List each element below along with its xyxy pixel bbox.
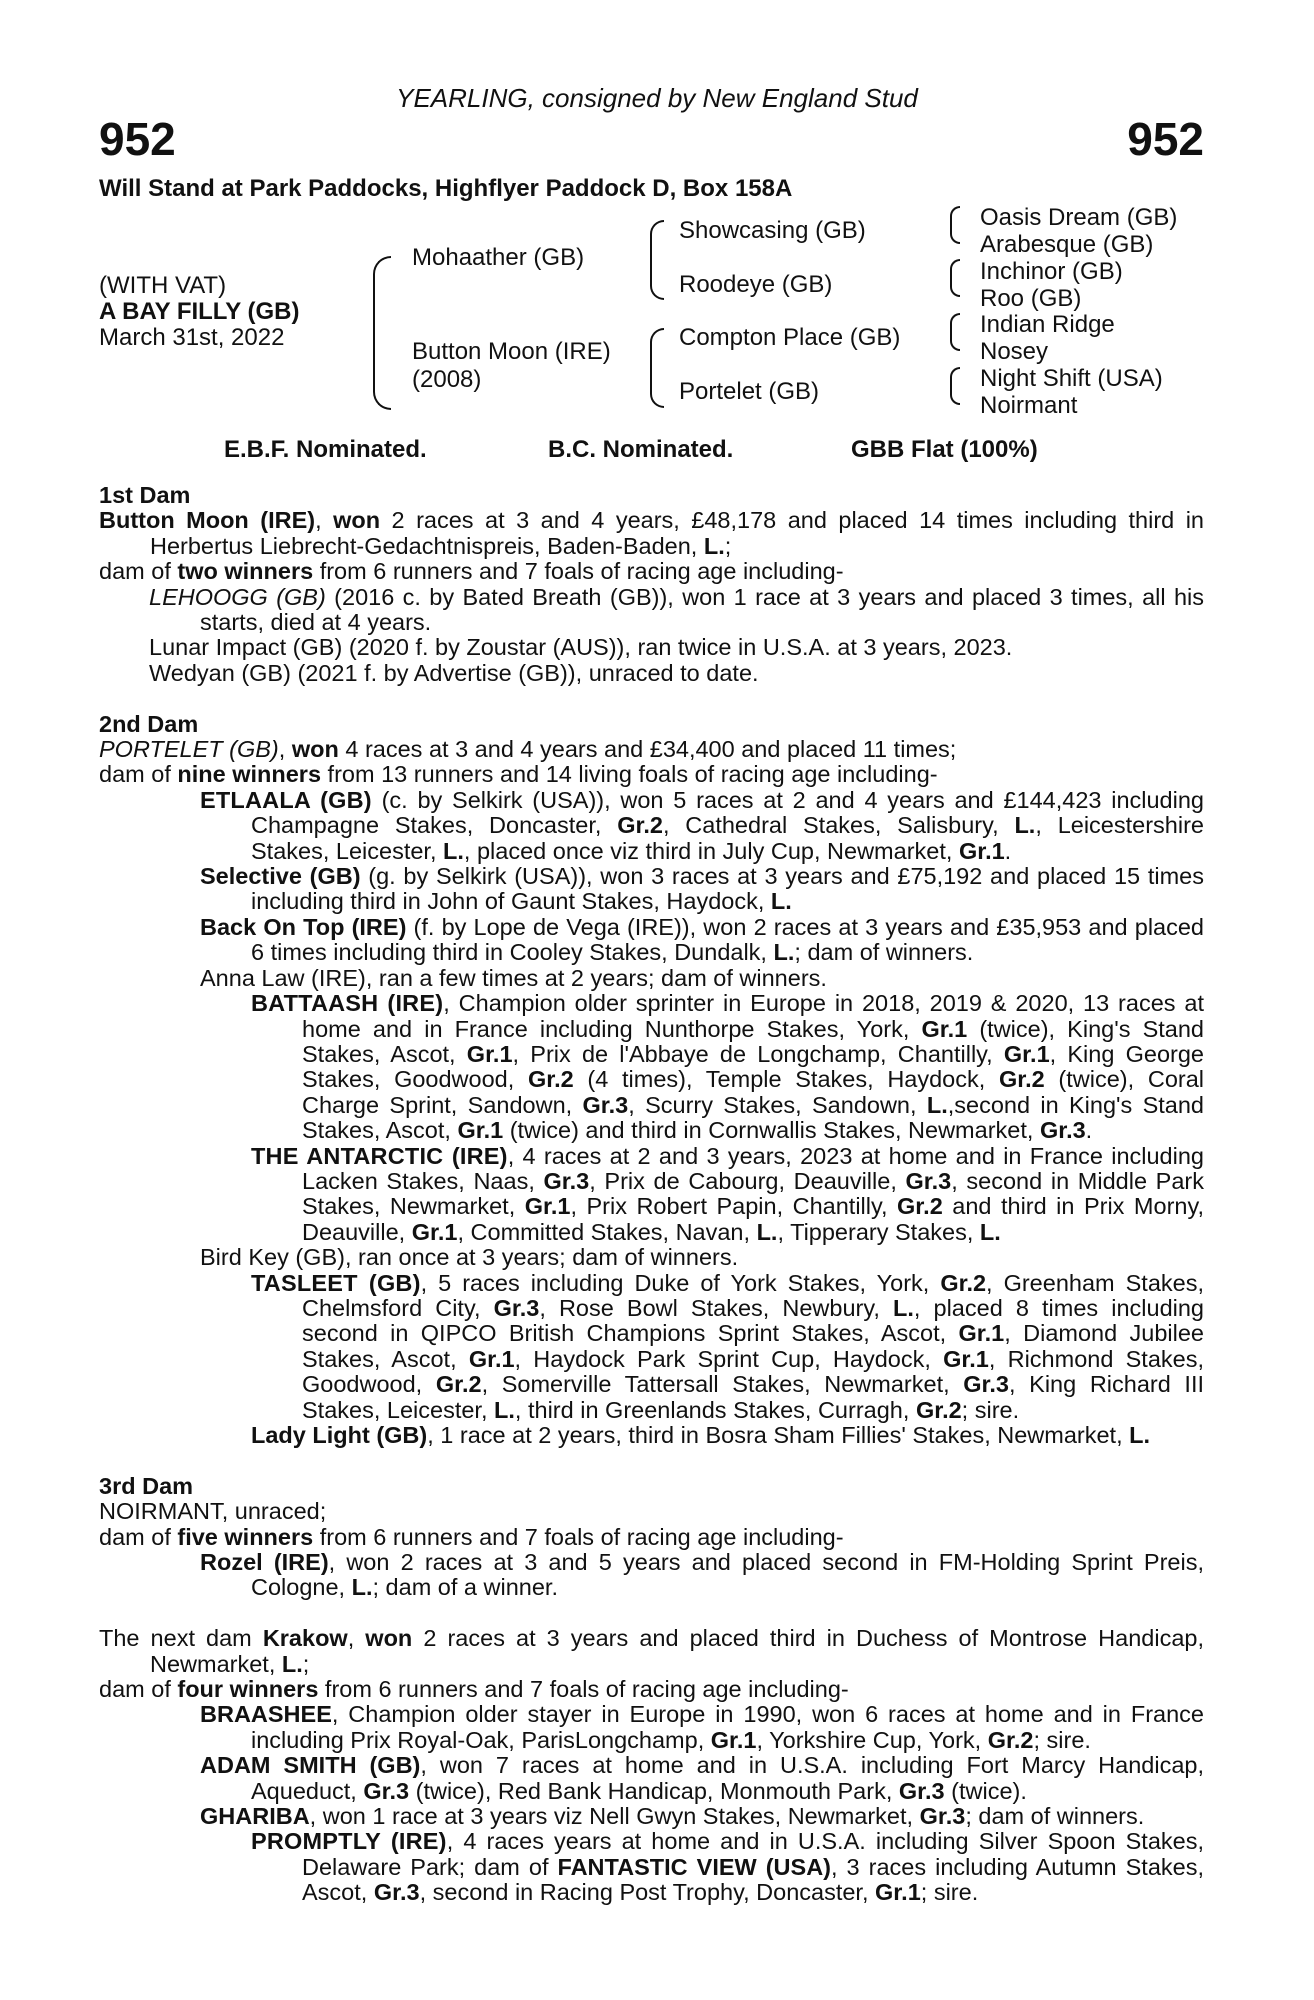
produce-selective: Selective (GB) (g. by Selkirk (USA)), won 3 races at 3 years and £75,192 and placed 15 times including third in John of Gaunt Stakes, Haydock, L.	[200, 863, 1204, 915]
great-granddam-1: Arabesque (GB)	[980, 231, 1154, 258]
produce-anna-law: Anna Law (IRE), ran a few times at 2 years; dam of winners.	[200, 964, 827, 991]
stabling-info: Will Stand at Park Paddocks, Highflyer Paddock D, Box 158A	[99, 175, 793, 202]
first-dam-record: Button Moon (IRE), won 2 races at 3 and 4 years, £48,178 and placed 14 times including third in Herbertus Liebrecht-Gedachtnispreis, Baden-Baden, L.;	[99, 507, 1204, 559]
produce-braashee: BRAASHEE, Champion older stayer in Europe in 1990, won 6 races at home and in France including Prix Royal-Oak, ParisLongchamp, Gr.1, Yorkshire Cup, York, Gr.2; sire.	[200, 1701, 1204, 1753]
great-grandsire-2: Inchinor (GB)	[980, 258, 1123, 285]
brace-gg2	[950, 259, 960, 297]
dam-name: Button Moon (IRE)	[99, 507, 316, 534]
second-dam-heading: 2nd Dam	[99, 710, 199, 737]
third-dam-record: NOIRMANT, unraced;	[99, 1498, 327, 1525]
produce-adam-smith: ADAM SMITH (GB), won 7 races at home and in U.S.A. including Fort Marcy Handicap, Aqueduct, Gr.3 (twice), Red Bank Handicap, Monmouth Park, Gr.3 (twice).	[200, 1752, 1204, 1804]
dam: Button Moon (IRE)	[412, 338, 611, 365]
second-dam-produce: dam of nine winners from 13 runners and 14 living foals of racing age including-	[99, 761, 938, 788]
sire: Mohaather (GB)	[412, 244, 585, 271]
produce-lehoogg: LEHOOGG (GB) (2016 c. by Bated Breath (GB)), won 1 race at 3 years and placed 3 times, all his starts, died at 4 years.	[149, 583, 1204, 636]
third-dam-produce: dam of five winners from 6 runners and 7 foals of racing age including-	[99, 1523, 844, 1550]
gbb-flat: GBB Flat (100%)	[851, 436, 1038, 463]
produce-etlaala: ETLAALA (GB) (c. by Selkirk (USA)), won 5 races at 2 and 4 years and £144,423 including Champagne Stakes, Doncaster, Gr.2, Cathedral Stakes, Salisbury, L., Leicestershire Stakes, Leicester, L., placed once viz third in July Cup, Newmarket, Gr.1.	[200, 786, 1204, 864]
produce-battaash: BATTAASH (IRE), Champion older sprinter in Europe in 2018, 2019 & 2020, 13 races at home and in France including Nunthorpe Stakes, York, Gr.1 (twice), King's Stand Stakes, Ascot, Gr.1, Prix de l'Abbaye de Longchamp, Chantilly, Gr.1, King George Stakes, Goodwood, Gr.2 (4 times), Temple Stakes, Haydock, Gr.2 (twice), Coral Charge Sprint, Sandown, Gr.3, Scurry Stakes, Sandown, L.,second in King's Stand Stakes, Ascot, Gr.1 (twice) and third in Cornwallis Stakes, Newmarket, Gr.3.	[251, 990, 1205, 1144]
third-dam-heading: 3rd Dam	[99, 1472, 194, 1499]
great-grandsire-4: Night Shift (USA)	[980, 365, 1163, 392]
foaling-date: March 31st, 2022	[99, 324, 285, 351]
produce-wedyan: Wedyan (GB) (2021 f. by Advertise (GB)), unraced to date.	[149, 659, 759, 686]
bc-nomination: B.C. Nominated.	[548, 436, 734, 463]
lot-number-right: 952	[1127, 113, 1204, 165]
second-dam-record: PORTELET (GB), won 4 races at 3 and 4 years and £34,400 and placed 11 times;	[99, 736, 957, 763]
great-granddam-3: Nosey	[980, 338, 1049, 365]
dam-year: (2008)	[412, 366, 482, 393]
brace-gg1	[950, 206, 960, 244]
great-grandsire-1: Oasis Dream (GB)	[980, 204, 1178, 231]
first-dam-heading: 1st Dam	[99, 482, 191, 508]
produce-lady-light: Lady Light (GB), 1 race at 2 years, third in Bosra Sham Fillies' Stakes, Newmarket, L.	[251, 1422, 1151, 1449]
great-grandsire-3: Indian Ridge	[980, 311, 1115, 338]
produce-tasleet: TASLEET (GB), 5 races including Duke of York Stakes, York, Gr.2, Greenham Stakes, Chelmsford City, Gr.3, Rose Bowl Stakes, Newbury, L., placed 8 times including second in QIPCO British Champions Sprint Stakes, Ascot, Gr.1, Diamond Jubilee Stakes, Ascot, Gr.1, Haydock Park Sprint Cup, Haydock, Gr.1, Richmond Stakes, Goodwood, Gr.2, Somerville Tattersall Stakes, Newmarket, Gr.3, King Richard III Stakes, Leicester, L., third in Greenlands Stakes, Curragh, Gr.2; sire.	[251, 1269, 1205, 1423]
produce-rozel: Rozel (IRE), won 2 races at 3 and 5 years and placed second in FM-Holding Sprint Preis, Cologne, L.; dam of a winner.	[200, 1549, 1204, 1601]
great-granddam-4: Noirmant	[980, 392, 1078, 419]
sire-sire: Showcasing (GB)	[679, 217, 866, 244]
produce-promptly: PROMPTLY (IRE), 4 races years at home and in U.S.A. including Silver Spoon Stakes, Delaware Park; dam of FANTASTIC VIEW (USA), 3 races including Autumn Stakes, Ascot, Gr.3, second in Racing Post Trophy, Doncaster, Gr.1; sire.	[251, 1828, 1204, 1906]
produce-back-on-top: Back On Top (IRE) (f. by Lope de Vega (IRE)), won 2 races at 3 years and £35,953 and placed 6 times including third in Cooley Stakes, Dundalk, L.; dam of winners.	[200, 913, 1205, 966]
brace-gg3	[950, 313, 960, 351]
vat-label: (WITH VAT)	[99, 272, 227, 299]
brace-gg4	[950, 367, 960, 405]
great-granddam-2: Roo (GB)	[980, 285, 1082, 312]
dam-sire: Compton Place (GB)	[679, 324, 901, 351]
next-dam-produce: dam of four winners from 6 runners and 7 foals of racing age including-	[99, 1676, 849, 1703]
produce-ghariba: GHARIBA, won 1 race at 3 years viz Nell Gwyn Stakes, Newmarket, Gr.3; dam of winners.	[200, 1803, 1145, 1830]
dam-dam: Portelet (GB)	[679, 378, 820, 405]
produce-lunar-impact: Lunar Impact (GB) (2020 f. by Zoustar (AUS)), ran twice in U.S.A. at 3 years, 2023.	[149, 634, 1013, 661]
brace-dam	[650, 328, 664, 408]
produce-the-antarctic: THE ANTARCTIC (IRE), 4 races at 2 and 3 years, 2023 at home and in France including Lacken Stakes, Naas, Gr.3, Prix de Cabourg, Deauville, Gr.3, second in Middle Park Stakes, Newmarket, Gr.1, Prix Robert Papin, Chantilly, Gr.2 and third in Prix Morny, Deauville, Gr.1, Committed Stakes, Navan, L., Tipperary Stakes, L.	[251, 1142, 1205, 1245]
produce-record	[99, 483, 1204, 1906]
brace-sire	[650, 220, 664, 300]
brace-lot	[373, 256, 391, 410]
ebf-nomination: E.B.F. Nominated.	[224, 436, 427, 463]
sire-dam: Roodeye (GB)	[679, 271, 833, 298]
lot-number-left: 952	[99, 113, 176, 165]
produce-bird-key: Bird Key (GB), ran once at 3 years; dam of winners.	[200, 1244, 739, 1271]
sale-line: YEARLING, consigned by New England Stud	[396, 83, 918, 113]
next-dam-record: The next dam Krakow, won 2 races at 3 years and placed third in Duchess of Montrose Handicap, Newmarket, L.;	[99, 1625, 1204, 1677]
first-dam-produce: dam of two winners from 6 runners and 7 foals of racing age including-	[99, 558, 844, 585]
lot-name: A BAY FILLY (GB)	[99, 298, 300, 325]
